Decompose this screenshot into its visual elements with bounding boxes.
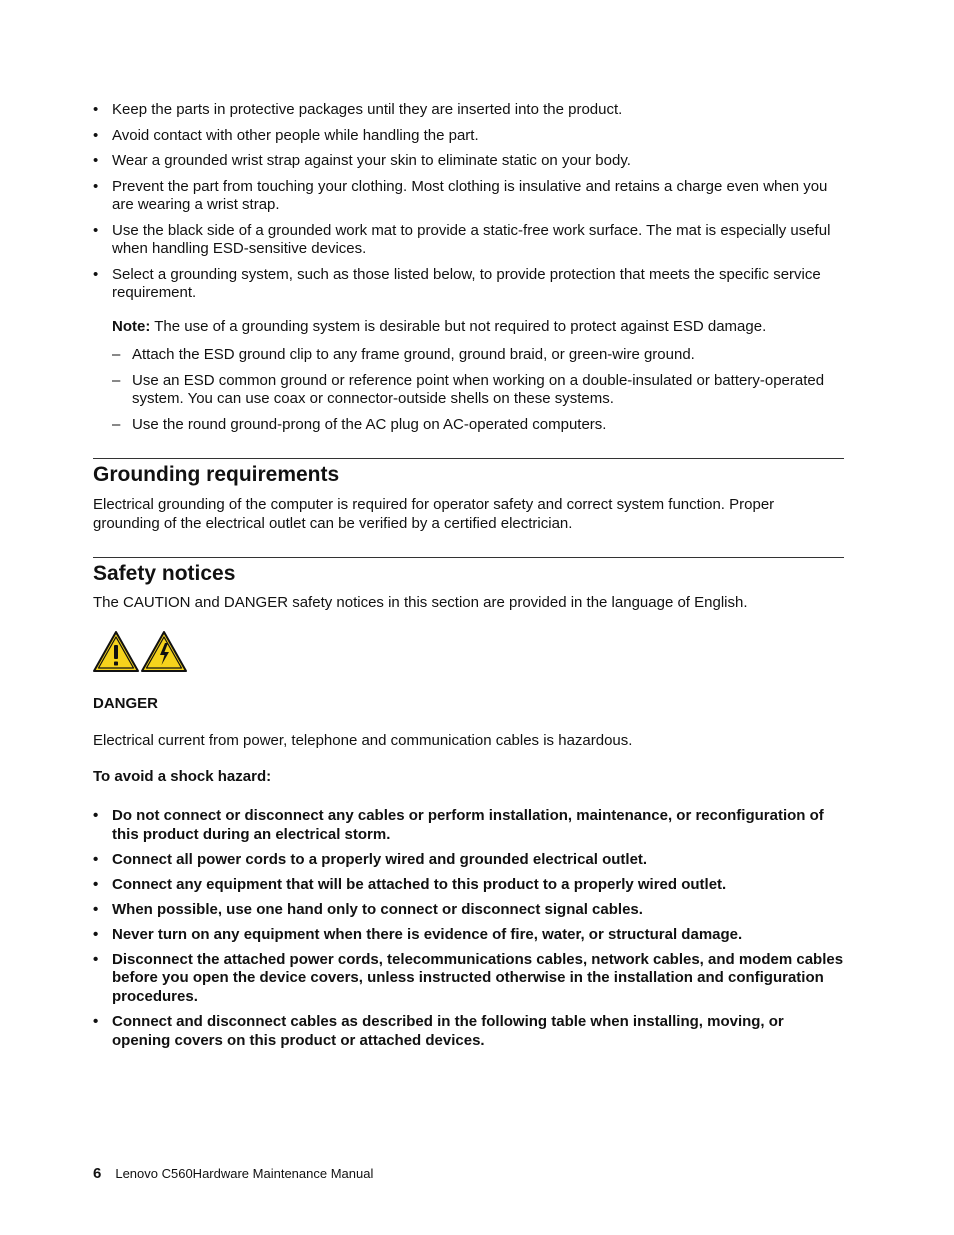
section-divider <box>93 557 844 558</box>
list-item: • Wear a grounded wrist strap against your skin to eliminate static on your body. <box>93 152 844 171</box>
avoid-shock-heading: To avoid a shock hazard: <box>93 768 272 785</box>
page-number: 6 <box>93 1165 102 1182</box>
list-item: • Keep the parts in protective packages until they are inserted into the product. <box>93 101 844 120</box>
list-item: • Select a grounding system, such as those listed below, to provide protection that meets the specific service requirement. <box>93 266 844 303</box>
list-item: • Do not connect or disconnect any cables or perform installation, maintenance, or reconfiguration of this product during an electrical storm. <box>93 807 844 844</box>
list-item: • Use the black side of a grounded work mat to provide a static-free work surface. The mat is especially useful when handling ESD-sensitive devices. <box>93 222 844 259</box>
page-footer <box>93 1165 373 1182</box>
list-item: – Use the round ground-prong of the AC plug on AC-operated computers. <box>112 416 844 435</box>
esd-note <box>112 318 844 337</box>
list-item: – Attach the ESD ground clip to any frame ground, ground braid, or green-wire ground. <box>112 346 844 365</box>
list-item: • Connect and disconnect cables as described in the following table when installing, moving, or opening covers on this product or attached devices. <box>93 1013 844 1050</box>
list-item: • Connect all power cords to a properly wired and grounded electrical outlet. <box>93 851 844 870</box>
note-text: The use of a grounding system is desirable but not required to protect against ESD damage. <box>150 318 767 335</box>
hazard-icons <box>93 630 188 674</box>
danger-statement: Electrical current from power, telephone and communication cables is hazardous. <box>93 732 633 749</box>
safety-intro: The CAUTION and DANGER safety notices in this section are provided in the language of English. <box>93 594 748 611</box>
shock-hazard-list <box>93 807 844 1057</box>
section-divider <box>93 458 844 459</box>
list-item: • Disconnect the attached power cords, telecommunications cables, network cables, and modem cables before you open the device covers, unless instructed otherwise in the installation and configuration procedures. <box>93 951 844 1007</box>
grounding-paragraph: Electrical grounding of the computer is required for operator safety and correct system function. Proper grounding of the electrical outlet can be verified by a certified electrician. <box>93 496 775 532</box>
electrical-hazard-icon <box>142 632 186 671</box>
manual-title: Lenovo C560Hardware Maintenance Manual <box>115 1166 374 1181</box>
warning-exclamation-icon <box>94 632 138 671</box>
list-item: • Avoid contact with other people while handling the part. <box>93 127 844 146</box>
esd-precautions-list <box>93 101 844 310</box>
list-item: • When possible, use one hand only to connect or disconnect signal cables. <box>93 901 844 920</box>
section-heading-grounding: Grounding requirements <box>93 463 340 486</box>
list-item: – Use an ESD common ground or reference point when working on a double-insulated or battery-operated system. You can use coax or connector-outside shells on these systems. <box>112 372 844 409</box>
section-heading-safety: Safety notices <box>93 562 236 585</box>
note-label: Note: <box>112 318 151 335</box>
grounding-options-list <box>112 346 844 441</box>
list-item: • Connect any equipment that will be attached to this product to a properly wired outlet. <box>93 876 844 895</box>
list-item: • Prevent the part from touching your clothing. Most clothing is insulative and retains a charge even when you are wearing a wrist strap. <box>93 178 844 215</box>
list-item: • Never turn on any equipment when there is evidence of fire, water, or structural damage. <box>93 926 844 945</box>
danger-label: DANGER <box>93 695 159 712</box>
